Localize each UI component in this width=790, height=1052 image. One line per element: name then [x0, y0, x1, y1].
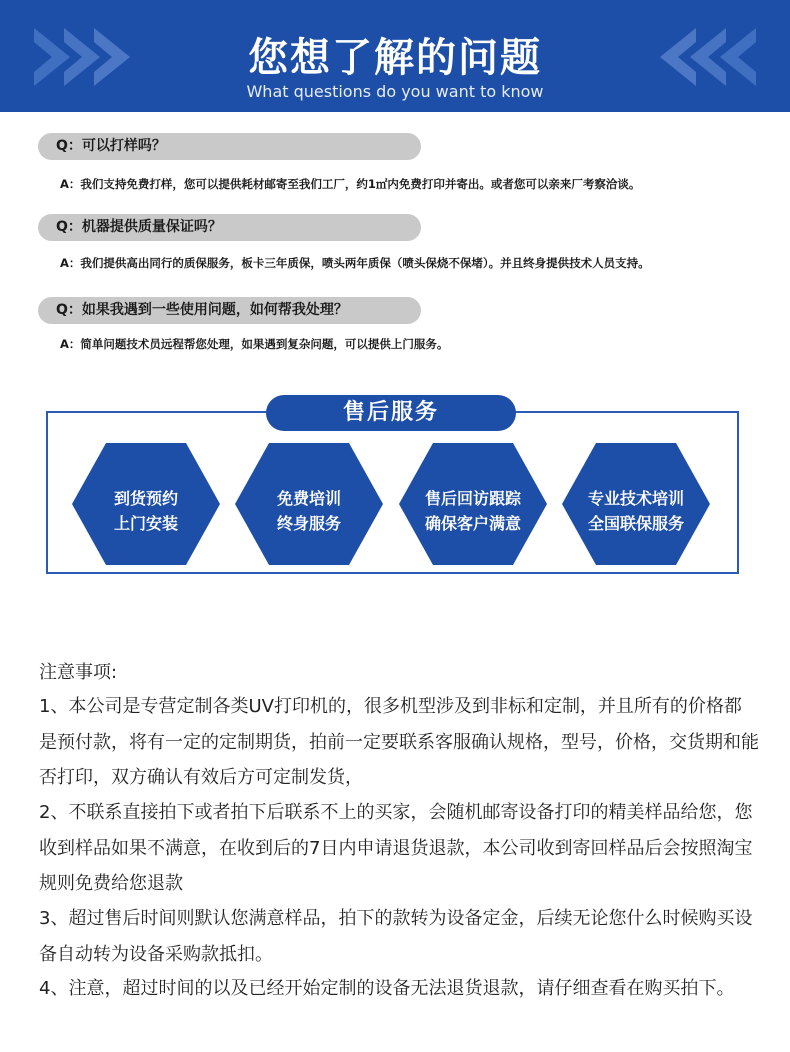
- service-item-line2: 全国联保服务: [587, 514, 684, 533]
- faq-question-2: Q：机器提供质量保证吗？: [38, 214, 421, 241]
- notes-title: 注意事项:: [39, 662, 118, 683]
- note-item-1: 1、本公司是专营定制各类UV打印机的，很多机型涉及到非标和定制，并且所有的价格都是预付款，将有一定的定制期货，拍前一定要联系客服确认规格，型号，价格，交货期和能否打印，双方确认有效后方可定制发货，: [39, 696, 759, 788]
- note-item-4: 4、注意，超过时间的以及已经开始定制的设备无法退货退款，请仔细查看在购买拍下。: [39, 978, 735, 999]
- service-item-line2: 终身服务: [276, 514, 341, 533]
- service-title: 售后服务: [266, 395, 516, 431]
- service-item-line1: 免费培训: [276, 489, 341, 508]
- faq-question-3: Q：如果我遇到一些使用问题，如何帮我处理？: [38, 297, 421, 324]
- page-subtitle: What questions do you want to know: [246, 82, 544, 101]
- faq-answer-1: A：我们支持免费打样，您可以提供耗材邮寄至我们工厂，约1㎡内免费打印并寄出。或者您可以亲来厂考察洽谈。: [60, 177, 641, 191]
- faq-answer-2: A：我们提供高出同行的质保服务，板卡三年质保，喷头两年质保（喷头保烧不保堵）。并且终身提供技术人员支持。: [60, 256, 650, 270]
- header-banner: [0, 0, 790, 112]
- crown-icon: [560, 441, 584, 459]
- crown-icon: [233, 441, 257, 459]
- crown-icon: [70, 441, 94, 459]
- service-item-1: [70, 441, 222, 567]
- page-title: 您想了解的问题: [248, 35, 542, 81]
- note-item-3: 3、超过售后时间则默认您满意样品，拍下的款转为设备定金，后续无论您什么时候购买设备自动转为设备采购款抵扣。: [39, 908, 753, 965]
- service-item-line2: 确保客户满意: [424, 514, 521, 533]
- service-item-line1: 售后回访跟踪: [424, 489, 521, 508]
- service-item-line1: 到货预约: [113, 489, 178, 508]
- service-item-3: [397, 441, 549, 567]
- faq-question-1: Q：可以打样吗？: [38, 133, 421, 160]
- note-item-2: 2、不联系直接拍下或者拍下后联系不上的买家，会随机邮寄设备打印的精美样品给您，您收到样品如果不满意，在收到后的7日内申请退货退款，本公司收到寄回样品后会按照淘宝规则免费给您退款: [39, 802, 753, 894]
- service-item-2: [233, 441, 385, 567]
- faq-answer-3: A：简单问题技术员远程帮您处理，如果遇到复杂问题，可以提供上门服务。: [60, 337, 449, 351]
- service-item-line1: 专业技术培训: [587, 489, 684, 508]
- service-item-4: [560, 441, 712, 567]
- service-item-line2: 上门安装: [113, 514, 178, 533]
- crown-icon: [397, 441, 421, 459]
